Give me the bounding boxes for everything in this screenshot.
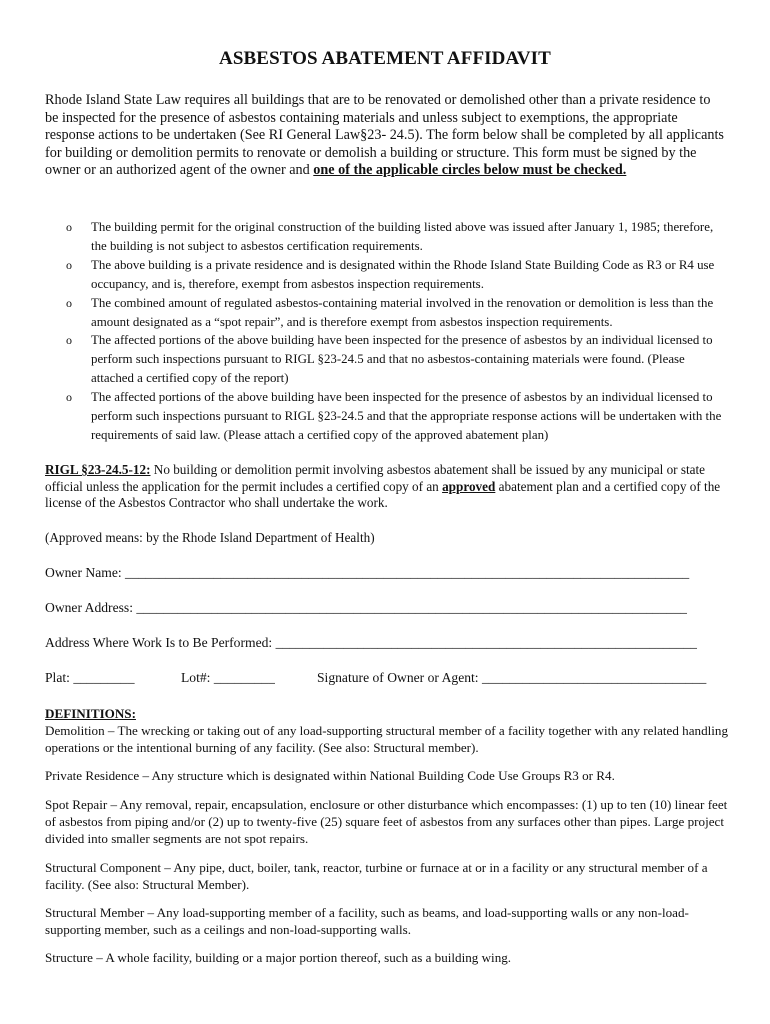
option-circle-icon[interactable]: o	[66, 295, 72, 310]
option-item[interactable]	[66, 331, 726, 388]
option-circle-icon[interactable]: o	[66, 220, 72, 234]
definitions-heading: DEFINITIONS:	[45, 706, 136, 721]
plat-field[interactable]: Plat: _________	[45, 670, 135, 685]
approved-means-note: (Approved means: by the Rhode Island Department of Health)	[45, 530, 375, 545]
option-item[interactable]	[66, 294, 726, 332]
option-text: The building permit for the original construction of the building listed above was issued after January 1, 1985; therefore, the building is not subject to asbestos certification requirements.	[91, 220, 714, 253]
exemption-options-list	[66, 218, 726, 445]
rigl-approved: approved	[442, 478, 496, 494]
option-text: The above building is a private residence and is designated within the Rhode Island State Building Code as R3 or R4 use occupancy, and is, therefore, exempt from asbestos inspection requirements.	[91, 257, 715, 291]
rigl-paragraph	[45, 462, 730, 512]
definition-structural-member: Structural Member – Any load-supporting member of a facility, such as beams, and load-supporting walls or any non-load-supporting member, such as a ceilings and non-load-supporting walls.	[45, 905, 689, 938]
option-text: The combined amount of regulated asbestos-containing material involved in the renovation or demolition is less than the amount designated as a “spot repair”, and is therefore exempt from asbestos inspection requirements.	[91, 295, 714, 329]
document-title: ASBESTOS ABATEMENT AFFIDAVIT	[219, 48, 551, 69]
option-text: The affected portions of the above building have been inspected for the presence of asbestos by an individual licensed to perform such inspections pursuant to RIGL §23-24.5 and that the appropriate response actions will be undertaken with the requirements of said law. (Please attach a certified copy of the approved abatement plan)	[91, 390, 722, 442]
option-circle-icon[interactable]: o	[66, 390, 72, 405]
intro-text: Rhode Island State Law requires all buildings that are to be renovated or demolished other than a private residence to be inspected for the presence of asbestos containing materials and unless subject to exemptions, the appropriate response actions to be undertaken (See RI General Law§23- 24.5). The form below shall be completed by all applicants for building or demolition permits to renovate or demolish a building or structure. This form must be signed by the owner or an authorized agent of the owner and	[45, 92, 724, 179]
option-item[interactable]	[66, 388, 726, 445]
intro-emphasis: one of the applicable circles below must be checked.	[313, 162, 627, 179]
definition-spot-repair: Spot Repair – Any removal, repair, encapsulation, enclosure or other disturbance which encompasses: (1) up to ten (10) linear feet of asbestos from piping and/or (2) up to twenty-five (25) square feet of asbestos from any surfaces other than pipes. Large project divided into smaller segments are not spot repairs.	[45, 797, 728, 847]
owner-address-field[interactable]: Owner Address: _________________________________________________________________________________	[45, 600, 687, 615]
rigl-reference: RIGL §23-24.5-12:	[45, 462, 151, 477]
lot-field[interactable]: Lot#: _________	[181, 670, 276, 685]
option-item[interactable]	[66, 256, 726, 294]
definition-structure: Structure – A whole facility, building or a major portion thereof, such as a building wing.	[45, 950, 512, 965]
definition-structural-component: Structural Component – Any pipe, duct, boiler, tank, reactor, turbine or furnace at or in a facility or any structural member of a facility. (See also: Structural Member).	[45, 860, 708, 893]
definition-private-residence: Private Residence – Any structure which is designated within National Building Code Use Groups R3 or R4.	[45, 768, 615, 783]
definition-text: Demolition – The wrecking or taking out of any load-supporting structural member of a facility together with any related handling operations or the intentional burning of any facility. (See also: Structural member).	[45, 723, 728, 756]
option-circle-icon[interactable]: o	[66, 257, 72, 272]
option-item[interactable]	[66, 218, 726, 256]
owner-name-field[interactable]: Owner Name: ___________________________________________________________________________________	[45, 565, 690, 580]
work-address-field[interactable]: Address Where Work Is to Be Performed: ______________________________________________________________	[45, 635, 697, 650]
option-circle-icon[interactable]: o	[66, 333, 72, 348]
definition-demolition	[45, 705, 730, 757]
rigl-text-after: abatement plan and a certified copy of the license of the Asbestos Contractor who shall undertake the work.	[45, 478, 721, 511]
signature-field[interactable]: Signature of Owner or Agent: _________________________________	[317, 670, 707, 685]
intro-paragraph	[45, 92, 725, 180]
option-text: The affected portions of the above building have been inspected for the presence of asbestos by an individual licensed to perform such inspections pursuant to RIGL §23-24.5 and that no asbestos-containing materials were found. (Please attached a certified copy of the report)	[91, 333, 713, 386]
rigl-text-before: No building or demolition permit involving asbestos abatement shall be issued by any municipal or state official unless the application for the permit includes a certified copy of an	[45, 462, 706, 494]
